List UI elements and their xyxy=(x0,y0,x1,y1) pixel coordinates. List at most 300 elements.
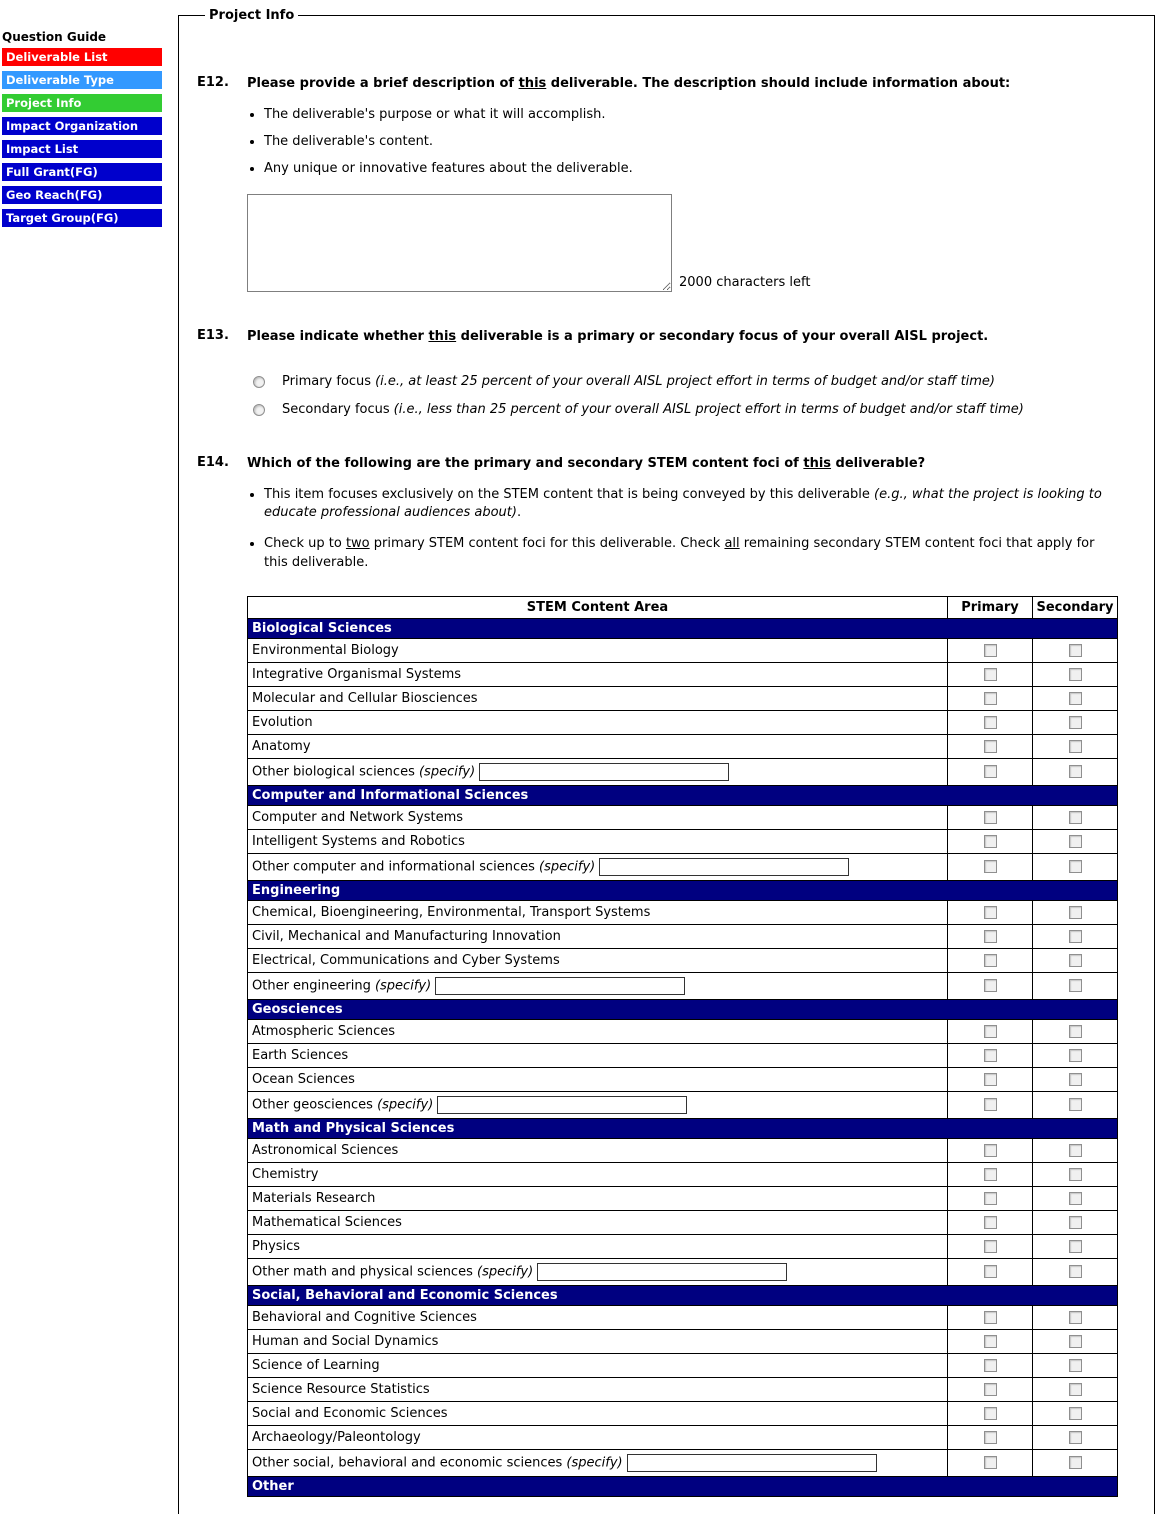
secondary-checkbox[interactable] xyxy=(1069,811,1082,824)
table-header-row xyxy=(248,596,1118,618)
stem-area-cell xyxy=(248,1401,948,1425)
e12-bullet-2: • The deliverable's content. xyxy=(264,133,1117,151)
primary-cell xyxy=(948,1162,1033,1186)
secondary-cell xyxy=(1033,1186,1118,1210)
secondary-checkbox[interactable] xyxy=(1069,1240,1082,1253)
table-row xyxy=(248,686,1118,710)
option-detail: (i.e., at least 25 percent of your overall AISL project effort in terms of budget and/or staff time) xyxy=(375,373,996,389)
table-section-row xyxy=(248,1285,1118,1305)
secondary-checkbox[interactable] xyxy=(1069,954,1082,967)
stem-area-label: Computer and Network Systems xyxy=(252,809,464,825)
stem-area-label: Astronomical Sciences xyxy=(252,1142,399,1158)
primary-cell xyxy=(948,948,1033,972)
secondary-checkbox[interactable] xyxy=(1069,835,1082,848)
e13-title-underlined: this xyxy=(428,329,457,345)
table-row xyxy=(248,1210,1118,1234)
stem-area-cell xyxy=(248,1091,948,1118)
secondary-cell xyxy=(1033,686,1118,710)
secondary-checkbox[interactable] xyxy=(1069,1216,1082,1229)
primary-checkbox[interactable] xyxy=(984,740,997,753)
primary-checkbox[interactable] xyxy=(984,1456,997,1469)
question-e13-number: E13. xyxy=(197,328,229,344)
secondary-cell xyxy=(1033,1043,1118,1067)
stem-area-label: Science Resource Statistics xyxy=(252,1381,430,1397)
stem-area-label: Molecular and Cellular Biosciences xyxy=(252,690,478,706)
primary-cell xyxy=(948,1091,1033,1118)
secondary-checkbox[interactable] xyxy=(1069,740,1082,753)
question-e13-title xyxy=(247,328,1117,346)
primary-cell xyxy=(948,1377,1033,1401)
primary-checkbox[interactable] xyxy=(984,716,997,729)
table-row xyxy=(248,1353,1118,1377)
table-section-row xyxy=(248,1118,1118,1138)
table-row xyxy=(248,1234,1118,1258)
table-section-header: Math and Physical Sciences xyxy=(248,1118,1118,1138)
secondary-cell xyxy=(1033,1067,1118,1091)
table-row xyxy=(248,1305,1118,1329)
table-row xyxy=(248,710,1118,734)
specify-input[interactable] xyxy=(479,763,729,781)
primary-checkbox[interactable] xyxy=(984,1216,997,1229)
stem-area-label: Behavioral and Cognitive Sciences xyxy=(252,1309,477,1325)
stem-area-cell xyxy=(248,1162,948,1186)
primary-cell xyxy=(948,1258,1033,1285)
secondary-checkbox[interactable] xyxy=(1069,930,1082,943)
e14-bullet2-underlined: all xyxy=(724,536,740,552)
stem-area-label: Anatomy xyxy=(252,738,311,754)
secondary-focus-radio[interactable] xyxy=(253,404,265,416)
option-label: Primary focus xyxy=(282,373,372,389)
question-e12-title xyxy=(247,75,1117,93)
primary-cell xyxy=(948,972,1033,999)
table-section-header: Other xyxy=(248,1476,1118,1496)
e12-textarea-row xyxy=(247,194,1117,292)
primary-checkbox[interactable] xyxy=(984,906,997,919)
secondary-checkbox[interactable] xyxy=(1069,1359,1082,1372)
e12-title-part: deliverable. The description should include information about: xyxy=(546,76,1011,91)
primary-checkbox[interactable] xyxy=(984,1311,997,1324)
e14-bullets xyxy=(264,486,1117,572)
secondary-cell xyxy=(1033,1377,1118,1401)
e12-title-part: Please provide a brief description of xyxy=(247,76,519,91)
stem-area-cell xyxy=(248,805,948,829)
secondary-cell xyxy=(1033,829,1118,853)
e12-bullet-3: • Any unique or innovative features about the deliverable. xyxy=(264,160,1117,178)
e12-bullet-1: • The deliverable's purpose or what it will accomplish. xyxy=(264,106,1117,124)
primary-checkbox[interactable] xyxy=(984,644,997,657)
sidebar-item-project-info[interactable]: Project Info xyxy=(2,94,162,112)
primary-cell xyxy=(948,1019,1033,1043)
primary-cell xyxy=(948,758,1033,785)
primary-cell xyxy=(948,1067,1033,1091)
primary-checkbox[interactable] xyxy=(984,1407,997,1420)
table-row xyxy=(248,1377,1118,1401)
table-row xyxy=(248,1043,1118,1067)
table-row xyxy=(248,1186,1118,1210)
stem-area-cell xyxy=(248,662,948,686)
secondary-cell xyxy=(1033,805,1118,829)
stem-area-cell xyxy=(248,734,948,758)
secondary-cell xyxy=(1033,710,1118,734)
option-detail: (i.e., less than 25 percent of your overall AISL project effort in terms of budget and/or staff time) xyxy=(393,401,1024,417)
stem-table-body xyxy=(248,618,1118,1496)
stem-area-cell xyxy=(248,1138,948,1162)
secondary-cell xyxy=(1033,1305,1118,1329)
characters-left-counter: 2000 characters left xyxy=(679,275,811,291)
primary-checkbox[interactable] xyxy=(984,1240,997,1253)
specify-input[interactable] xyxy=(537,1263,787,1281)
specify-input[interactable] xyxy=(435,977,685,995)
sidebar-item-impact-organization[interactable]: Impact Organization xyxy=(2,117,162,135)
secondary-cell xyxy=(1033,972,1118,999)
stem-area-cell xyxy=(248,1329,948,1353)
table-section-header: Social, Behavioral and Economic Sciences xyxy=(248,1285,1118,1305)
fieldset-legend: Project Info xyxy=(209,8,295,23)
primary-cell xyxy=(948,686,1033,710)
secondary-checkbox[interactable] xyxy=(1069,1335,1082,1348)
stem-area-label: Environmental Biology xyxy=(252,642,399,658)
primary-cell xyxy=(948,734,1033,758)
table-row xyxy=(248,948,1118,972)
primary-checkbox[interactable] xyxy=(984,668,997,681)
specify-label: (specify) xyxy=(372,1097,434,1113)
secondary-checkbox[interactable] xyxy=(1069,860,1082,873)
e14-title-underlined: this xyxy=(803,456,832,472)
specify-label: (specify) xyxy=(562,1455,623,1471)
secondary-cell xyxy=(1033,734,1118,758)
secondary-cell xyxy=(1033,853,1118,880)
stem-area-cell xyxy=(248,686,948,710)
sidebar-item-deliverable-type[interactable]: Deliverable Type xyxy=(2,71,162,89)
secondary-checkbox[interactable] xyxy=(1069,765,1082,778)
question-e14-title xyxy=(247,455,1117,473)
stem-area-cell xyxy=(248,972,948,999)
stem-area-label: Chemical, Bioengineering, Environmental, Transport Systems xyxy=(252,904,651,920)
stem-area-label: Other math and physical sciences xyxy=(252,1264,473,1280)
secondary-focus-option xyxy=(247,402,1117,419)
primary-focus-option xyxy=(247,374,1117,391)
e14-bullet2-part: primary STEM content foci for this deliverable. Check xyxy=(369,536,725,552)
sidebar-item-deliverable-list[interactable]: Deliverable List xyxy=(2,48,162,66)
table-row xyxy=(248,1329,1118,1353)
secondary-cell xyxy=(1033,1425,1118,1449)
table-section-header: Geosciences xyxy=(248,999,1118,1019)
e13-title-part: deliverable is a primary or secondary focus of your overall AISL project. xyxy=(456,329,989,345)
sidebar-title: Question Guide xyxy=(2,30,107,44)
primary-checkbox[interactable] xyxy=(984,1265,997,1278)
stem-area-cell xyxy=(248,758,948,785)
table-row xyxy=(248,638,1118,662)
stem-area-cell xyxy=(248,1258,948,1285)
secondary-checkbox[interactable] xyxy=(1069,1098,1082,1111)
primary-cell xyxy=(948,1425,1033,1449)
secondary-focus-label xyxy=(282,402,1024,419)
e14-title-part: deliverable? xyxy=(831,456,926,472)
primary-cell xyxy=(948,1043,1033,1067)
e14-bullet-1 xyxy=(264,486,1117,522)
e13-options xyxy=(247,374,1117,419)
table-section-header: Engineering xyxy=(248,880,1118,900)
secondary-checkbox[interactable] xyxy=(1069,1168,1082,1181)
e14-bullet1-text: This item focuses exclusively on the STEM content that is being conveyed by this deliverable xyxy=(264,486,875,502)
secondary-checkbox[interactable] xyxy=(1069,979,1082,992)
primary-checkbox[interactable] xyxy=(984,954,997,967)
option-label: Secondary focus xyxy=(282,401,390,417)
secondary-cell xyxy=(1033,1210,1118,1234)
secondary-checkbox[interactable] xyxy=(1069,644,1082,657)
stem-area-cell xyxy=(248,1043,948,1067)
table-row xyxy=(248,1401,1118,1425)
table-row xyxy=(248,1019,1118,1043)
primary-checkbox[interactable] xyxy=(984,1359,997,1372)
stem-area-label: Atmospheric Sciences xyxy=(252,1023,396,1039)
table-row xyxy=(248,1258,1118,1285)
table-row xyxy=(248,662,1118,686)
stem-area-label: Integrative Organismal Systems xyxy=(252,666,462,682)
stem-area-label: Materials Research xyxy=(252,1190,376,1206)
stem-area-cell xyxy=(248,1186,948,1210)
stem-area-label: Other social, behavioral and economic sciences xyxy=(252,1455,563,1471)
primary-checkbox[interactable] xyxy=(984,860,997,873)
e14-bullet1-suffix: . xyxy=(516,505,522,521)
question-e12-number: E12. xyxy=(197,75,229,90)
specify-label: (specify) xyxy=(472,1264,534,1280)
stem-area-label: Other biological sciences xyxy=(252,764,415,780)
secondary-cell xyxy=(1033,1138,1118,1162)
header-stem-content-area: STEM Content Area xyxy=(248,596,948,618)
secondary-cell xyxy=(1033,1162,1118,1186)
table-row xyxy=(248,758,1118,785)
primary-cell xyxy=(948,900,1033,924)
stem-area-cell xyxy=(248,1377,948,1401)
primary-checkbox[interactable] xyxy=(984,1383,997,1396)
secondary-cell xyxy=(1033,1091,1118,1118)
table-row xyxy=(248,853,1118,880)
secondary-cell xyxy=(1033,948,1118,972)
stem-area-label: Other computer and informational sciences xyxy=(252,859,535,875)
secondary-cell xyxy=(1033,662,1118,686)
secondary-cell xyxy=(1033,1353,1118,1377)
secondary-cell xyxy=(1033,1019,1118,1043)
primary-cell xyxy=(948,1234,1033,1258)
primary-focus-label xyxy=(282,374,995,391)
secondary-cell xyxy=(1033,900,1118,924)
table-row xyxy=(248,1425,1118,1449)
stem-area-label: Civil, Mechanical and Manufacturing Innovation xyxy=(252,928,561,944)
question-guide-sidebar xyxy=(2,30,162,232)
header-secondary: Secondary xyxy=(1033,596,1118,618)
primary-checkbox[interactable] xyxy=(984,1335,997,1348)
table-row xyxy=(248,805,1118,829)
specify-label: (specify) xyxy=(414,764,476,780)
secondary-checkbox[interactable] xyxy=(1069,1144,1082,1157)
stem-area-label: Archaeology/Paleontology xyxy=(252,1429,421,1445)
secondary-cell xyxy=(1033,638,1118,662)
primary-cell xyxy=(948,1210,1033,1234)
stem-area-cell xyxy=(248,829,948,853)
primary-cell xyxy=(948,638,1033,662)
question-e12 xyxy=(197,75,1136,292)
secondary-checkbox[interactable] xyxy=(1069,1073,1082,1086)
e14-bullet2-part: remaining secondary STEM content foci that apply for this deliverable. xyxy=(264,536,1095,570)
table-section-header: Biological Sciences xyxy=(248,618,1118,638)
secondary-cell xyxy=(1033,1234,1118,1258)
table-row xyxy=(248,1162,1118,1186)
primary-cell xyxy=(948,1449,1033,1476)
question-e14 xyxy=(197,455,1136,1496)
primary-cell xyxy=(948,829,1033,853)
e12-title-underlined: this xyxy=(518,76,547,91)
specify-input[interactable] xyxy=(627,1454,877,1472)
stem-area-label: Physics xyxy=(252,1238,301,1254)
primary-cell xyxy=(948,853,1033,880)
stem-area-cell xyxy=(248,853,948,880)
table-row xyxy=(248,1138,1118,1162)
stem-content-table xyxy=(247,596,1118,1497)
table-row xyxy=(248,1091,1118,1118)
primary-checkbox[interactable] xyxy=(984,1192,997,1205)
e13-title-part: Please indicate whether xyxy=(247,329,429,345)
e12-bullets xyxy=(264,106,1117,179)
primary-checkbox[interactable] xyxy=(984,1098,997,1111)
deliverable-description-textarea[interactable] xyxy=(247,194,672,292)
secondary-checkbox[interactable] xyxy=(1069,716,1082,729)
table-section-row xyxy=(248,618,1118,638)
secondary-cell xyxy=(1033,924,1118,948)
stem-area-cell xyxy=(248,1425,948,1449)
primary-cell xyxy=(948,805,1033,829)
table-section-row xyxy=(248,999,1118,1019)
question-e13 xyxy=(197,328,1136,429)
stem-area-label: Intelligent Systems and Robotics xyxy=(252,833,465,849)
primary-checkbox[interactable] xyxy=(984,1168,997,1181)
secondary-cell xyxy=(1033,1401,1118,1425)
primary-checkbox[interactable] xyxy=(984,811,997,824)
stem-area-cell xyxy=(248,1210,948,1234)
primary-cell xyxy=(948,1329,1033,1353)
secondary-checkbox[interactable] xyxy=(1069,1192,1082,1205)
specify-label: (specify) xyxy=(370,978,432,994)
primary-cell xyxy=(948,1305,1033,1329)
secondary-checkbox[interactable] xyxy=(1069,1265,1082,1278)
stem-area-cell xyxy=(248,1353,948,1377)
primary-checkbox[interactable] xyxy=(984,1025,997,1038)
stem-area-label: Mathematical Sciences xyxy=(252,1214,402,1230)
table-row xyxy=(248,734,1118,758)
table-section-row xyxy=(248,1476,1118,1496)
primary-cell xyxy=(948,1401,1033,1425)
table-row xyxy=(248,972,1118,999)
e14-bullet2-underlined: two xyxy=(345,536,370,552)
secondary-checkbox[interactable] xyxy=(1069,692,1082,705)
e14-bullet2-part: Check up to xyxy=(264,536,346,552)
stem-area-label: Earth Sciences xyxy=(252,1047,349,1063)
primary-checkbox[interactable] xyxy=(984,1073,997,1086)
secondary-checkbox[interactable] xyxy=(1069,1431,1082,1444)
secondary-checkbox[interactable] xyxy=(1069,1311,1082,1324)
stem-area-label: Other geosciences xyxy=(252,1097,373,1113)
primary-cell xyxy=(948,662,1033,686)
stem-area-cell xyxy=(248,1305,948,1329)
primary-checkbox[interactable] xyxy=(984,692,997,705)
primary-focus-radio[interactable] xyxy=(253,376,265,388)
table-row xyxy=(248,1449,1118,1476)
secondary-checkbox[interactable] xyxy=(1069,1049,1082,1062)
table-section-header: Computer and Informational Sciences xyxy=(248,785,1118,805)
stem-area-cell xyxy=(248,924,948,948)
primary-checkbox[interactable] xyxy=(984,765,997,778)
stem-area-label: Human and Social Dynamics xyxy=(252,1333,439,1349)
sidebar-item-geo-reach-fg[interactable]: Geo Reach(FG) xyxy=(2,186,162,204)
sidebar-item-impact-list[interactable]: Impact List xyxy=(2,140,162,158)
sidebar-item-target-group-fg[interactable]: Target Group(FG) xyxy=(2,209,162,227)
table-row xyxy=(248,924,1118,948)
stem-area-cell xyxy=(248,1234,948,1258)
primary-checkbox[interactable] xyxy=(984,835,997,848)
secondary-checkbox[interactable] xyxy=(1069,1456,1082,1469)
e14-title-part: Which of the following are the primary and secondary STEM content foci of xyxy=(247,456,804,472)
secondary-cell xyxy=(1033,1258,1118,1285)
specify-input[interactable] xyxy=(599,858,849,876)
e14-bullet1-italic: (e.g., what the project is looking to educate professional audiences about) xyxy=(264,486,1102,521)
stem-area-cell xyxy=(248,710,948,734)
primary-checkbox[interactable] xyxy=(984,1431,997,1444)
table-row xyxy=(248,829,1118,853)
stem-area-cell xyxy=(248,1019,948,1043)
table-section-row xyxy=(248,880,1118,900)
question-e14-number: E14. xyxy=(197,455,229,471)
secondary-checkbox[interactable] xyxy=(1069,1383,1082,1396)
stem-area-cell xyxy=(248,1449,948,1476)
stem-area-cell xyxy=(248,1067,948,1091)
secondary-cell xyxy=(1033,1449,1118,1476)
stem-area-cell xyxy=(248,638,948,662)
stem-area-label: Other engineering xyxy=(252,978,371,994)
primary-checkbox[interactable] xyxy=(984,979,997,992)
secondary-cell xyxy=(1033,758,1118,785)
secondary-checkbox[interactable] xyxy=(1069,668,1082,681)
table-row xyxy=(248,900,1118,924)
stem-area-label: Science of Learning xyxy=(252,1357,380,1373)
stem-area-label: Ocean Sciences xyxy=(252,1071,355,1087)
primary-cell xyxy=(948,924,1033,948)
sidebar-item-full-grant-fg[interactable]: Full Grant(FG) xyxy=(2,163,162,181)
secondary-cell xyxy=(1033,1329,1118,1353)
table-row xyxy=(248,1067,1118,1091)
stem-area-label: Evolution xyxy=(252,714,313,730)
primary-checkbox[interactable] xyxy=(984,1144,997,1157)
secondary-checkbox[interactable] xyxy=(1069,906,1082,919)
table-section-row xyxy=(248,785,1118,805)
stem-area-cell xyxy=(248,900,948,924)
primary-cell xyxy=(948,710,1033,734)
stem-area-label: Electrical, Communications and Cyber Systems xyxy=(252,952,560,968)
secondary-checkbox[interactable] xyxy=(1069,1407,1082,1420)
e14-bullet-2 xyxy=(264,535,1117,571)
stem-area-label: Chemistry xyxy=(252,1166,319,1182)
secondary-checkbox[interactable] xyxy=(1069,1025,1082,1038)
primary-cell xyxy=(948,1186,1033,1210)
specify-input[interactable] xyxy=(437,1096,687,1114)
primary-cell xyxy=(948,1353,1033,1377)
primary-checkbox[interactable] xyxy=(984,930,997,943)
project-info-fieldset xyxy=(178,8,1155,1514)
sidebar-items xyxy=(2,48,162,227)
stem-area-label: Social and Economic Sciences xyxy=(252,1405,448,1421)
specify-label: (specify) xyxy=(534,859,596,875)
header-primary: Primary xyxy=(948,596,1033,618)
primary-checkbox[interactable] xyxy=(984,1049,997,1062)
